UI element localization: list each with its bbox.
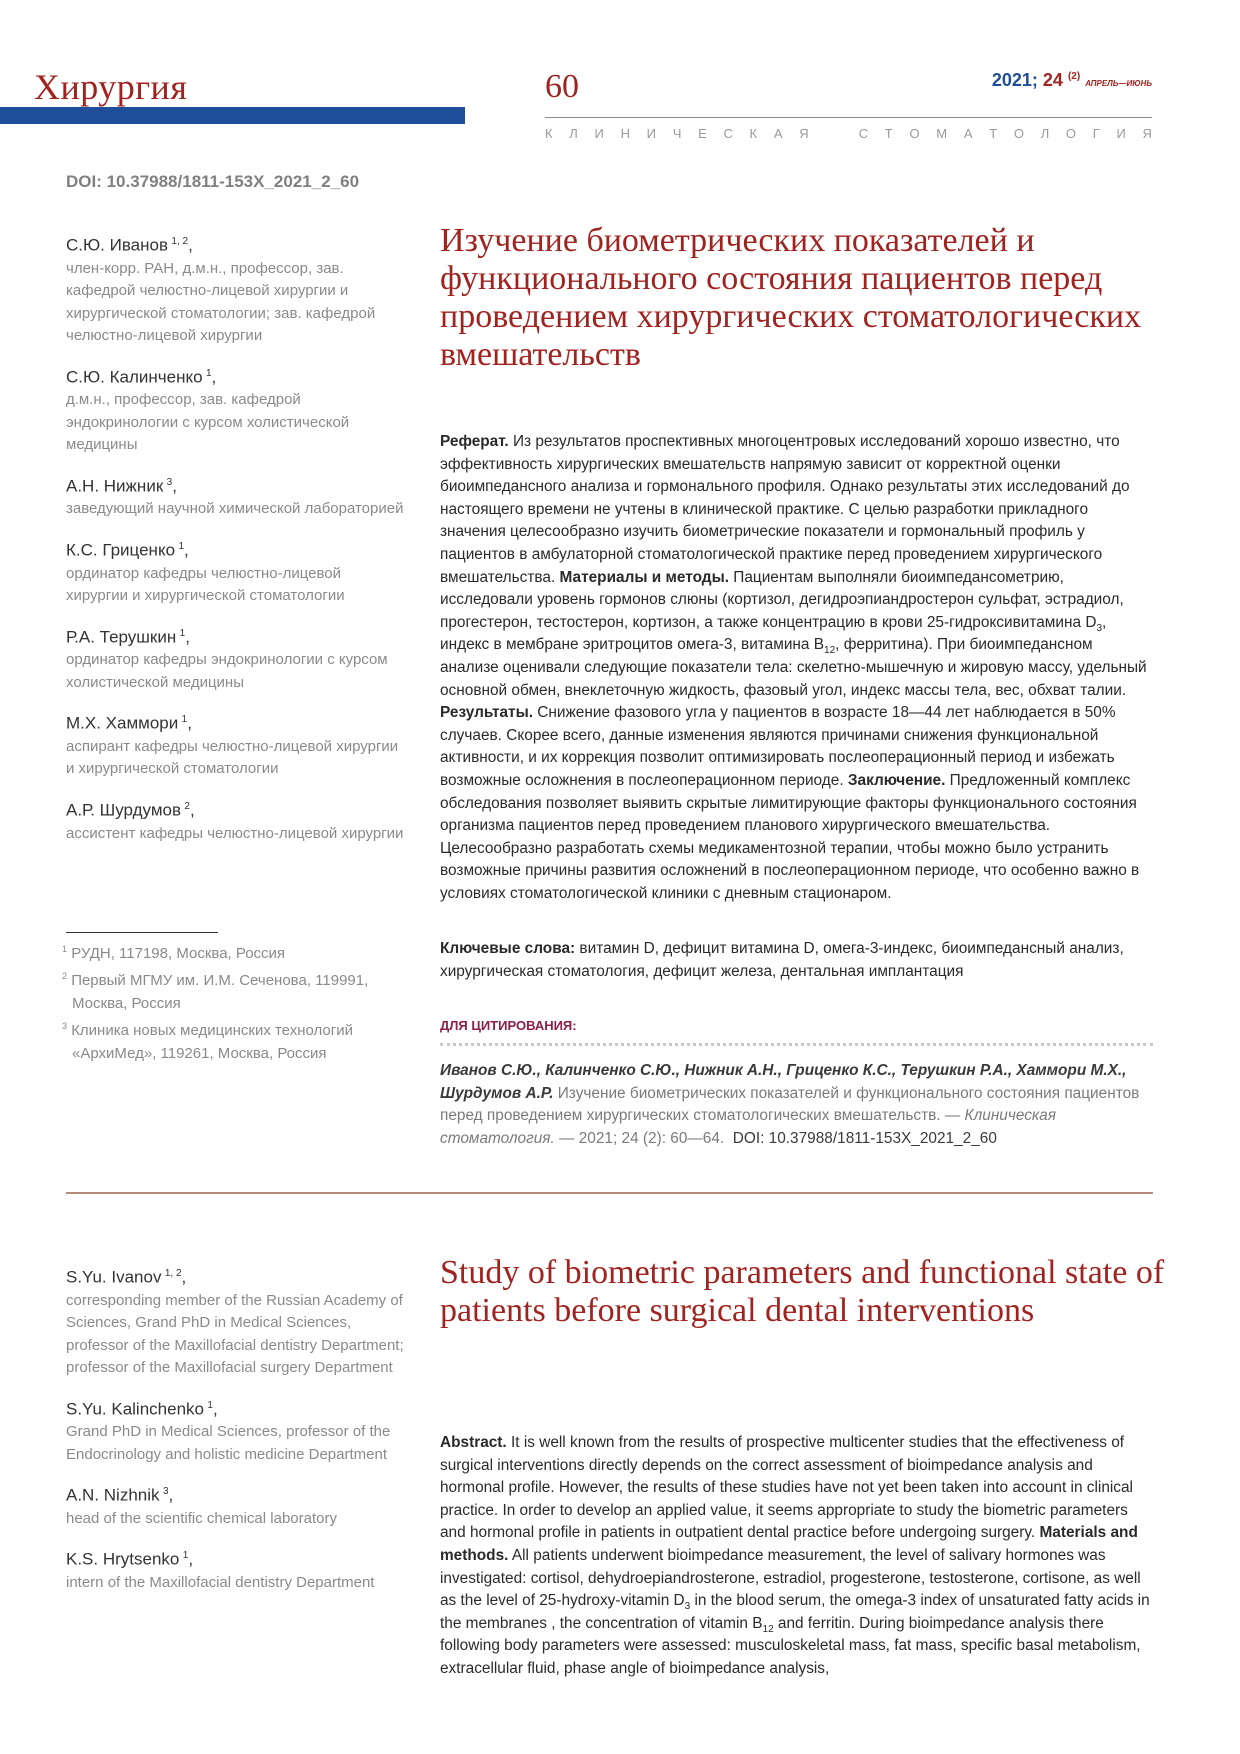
author-name: К.С. Гриценко $^1$, [66,540,189,560]
author-description: head of the scientific chemical laboratory [66,1509,337,1527]
author-name: K.S. Hrytsenko $^1$, [66,1550,194,1570]
journal-name [545,126,1152,141]
journal-letter: О [1065,126,1077,141]
author-entry [66,622,406,695]
issue-volume: 24 [1042,70,1063,90]
issue-months: АПРЕЛЬ—ИЮНЬ [1085,79,1152,88]
author-name: С.Ю. Калинченко $^1$, [66,367,217,387]
author-name: A.N. Nizhnik $^3$, [66,1485,174,1505]
author-name: С.Ю. Иванов $^{1, 2}$, [66,235,193,255]
journal-letter: Я [1142,126,1152,141]
author-description: Grand PhD in Medical Sciences, professor of the Endocrinology and holistic medicine Department [66,1423,391,1463]
affiliation-mark: 3 [62,1021,68,1031]
abstract-en-text: It is well known from the results of prospective multicenter studies that the effectiveness of surgical interventions directly depends on the correct assessment of bioimpedance analysis and hormonal profile. However, the results of these studies have not yet been taken into account in clinical practice. In order to develop an applied value, it seems appropriate to study the biometric parameters and hormonal profile in patients in outpatient dental practice before undergoing surgery. [440,1434,1133,1542]
author-entry [66,1544,406,1594]
abstract-ru-text: Из результатов проспективных многоцентровых исследований хорошо известно, что эффективность хирургических вмешательств напрямую зависит от корректной оценки биоимпедансного анализа и гормонального профиля. Однако результаты этих исследований до настоящего времени не учтены в клинической практике. С целью разработки прикладного значения целесообразно изучить биометрические показатели и гормональный профиль у пациентов в амбулаторной стоматологической практике перед проведением хирургического вмешательства. [440,433,1130,586]
abstract-ru-label: Реферат. [440,433,509,450]
journal-letter: К [545,126,553,141]
citation-label: ДЛЯ ЦИТИРОВАНИЯ: [440,1018,577,1033]
page-number: 60 [545,68,579,105]
abstract-en-text: and ferritin. During bioimpedance analysis there following body parameters were assessed: musculoskeletal mass, fat mass, specific basal metabolism, extracellular fluid, phase angle of bioimpedance analysis, [440,1614,1141,1677]
author-entry [66,535,406,608]
citation-journal: Клиническая стоматология. [440,1107,1056,1147]
abstract-ru-text: , индекс в мембране эритроцитов омега-3, витамина B [440,613,1107,654]
author-name-text: К.С. Гриценко [66,540,176,560]
results-label: Результаты. [440,704,534,722]
author-name-text: А.Р. Шурдумов [66,800,181,820]
journal-letter: Ч [672,126,682,141]
author-entry [66,471,406,521]
author-name-text: М.Х. Хаммори [66,713,179,733]
citation-authors: Иванов С.Ю., Калинченко С.Ю., Нижник А.Н., Гриценко К.С., Терушкин Р.А., Хаммори М.Х., Шурдумов А.Р. [440,1062,1127,1102]
author-name-text: S.Yu. Kalinchenko [66,1399,204,1419]
issue-year: 2021; [991,70,1038,90]
author-affiliation-mark: 3 [162,1486,169,1498]
methods-label: Материалы и методы. [559,568,729,586]
author-affiliation-mark: 1 [182,1550,189,1562]
author-name: М.Х. Хаммори $^1$, [66,713,192,733]
author-affiliation-mark: 1 [181,714,188,726]
journal-letter: Т [884,126,893,141]
journal-letter: Н [620,126,630,141]
journal-letter: А [963,126,973,141]
author-affiliation-mark: 1 [178,540,184,552]
author-affiliation-mark: 3 [166,476,173,488]
author-description: аспирант кафедры челюстно-лицевой хирургии и хирургической стоматологии [66,737,399,778]
methods-label: Materials and methods. [440,1524,1138,1564]
author-name-text: С.Ю. Калинченко [66,367,203,387]
journal-letter: И [1116,126,1126,141]
subscript: 12 [762,1623,774,1635]
title-en: Study of biometric parameters and functional state of patients before surgical dental interventions [440,1254,1165,1329]
abstract-ru-text: , ферритина). При биоимпедансном анализе оценивали следующие показатели тела: скелетно-мышечную и жировую массу, удельный основной обмен, внеклеточную жидкость, фазовый угол, индекс массы тела, вес, обхват талии. [440,636,1147,699]
author-name: S.Yu. Ivanov $^{1, 2}$, [66,1267,187,1287]
affiliations-rule [66,932,218,933]
journal-letter: К [749,126,758,141]
affiliations [60,938,405,1065]
journal-letter: Я [799,126,809,141]
issue-info [992,70,1152,91]
abstract-ru [440,431,1153,905]
affiliation [60,938,405,965]
author-entry [66,230,406,348]
subscript: 3 [1096,622,1102,634]
author-name-text: K.S. Hrytsenko [66,1550,180,1570]
author-name-text: С.Ю. Иванов [66,235,169,255]
author-entry [66,362,406,457]
journal-letter: С [858,126,869,141]
journal-letter: И [646,126,656,141]
journal-letter: О [909,126,920,141]
author-name: Р.А. Терушкин $^1$, [66,627,190,647]
abstract-en-text: All patients underwent bioimpedance measurement, the level of salivary hormones was investigated: cortisol, dehydroepiandrosterone, estradiol, progesterone, testosterone, cortisone, as well as the level of 25-hydroxy-vitamin D [440,1546,1141,1610]
affiliation-text: Первый МГМУ им. И.М. Сеченова, 119991, Москва, Россия [71,972,369,1012]
author-affiliation-mark: 1 [205,367,212,379]
journal-letter: Л [1040,126,1050,141]
author-name-text: Р.А. Терушкин [66,627,177,647]
author-name-text: S.Yu. Ivanov [66,1267,162,1287]
author-name-text: А.Н. Нижник [66,476,164,496]
section-title: Хирургия [34,67,188,107]
author-description: заведующий научной химической лабораторией [66,500,404,518]
abstract-ru-text: Снижение фазового угла у пациентов в возрасте 18—44 лет наблюдается в 50% случаев. Скорее всего, данные изменения являются причинами снижения функциональной активности, и их коррекция позволит оптимизировать послеоперационный период и избежать возможные осложнения в послеоперационном периоде. [440,704,1116,789]
journal-letter: Л [569,126,578,141]
author-description: ординатор кафедры эндокринологии с курсом холистической медицины [66,651,388,691]
affiliation-text: РУДН, 117198, Москва, Россия [71,945,286,962]
author-description: ординатор кафедры челюстно-лицевой хирургии и хирургической стоматологии [66,564,345,605]
doi: DOI: 10.37988/1811-153X_2021_2_60 [66,172,360,191]
author-affiliation-mark: 2 [184,800,190,812]
section-divider [66,1192,1153,1194]
subscript: 3 [684,1601,691,1613]
author-affiliation-mark: 1, 2 [164,1268,182,1279]
author-description: член-корр. РАН, д.м.н., профессор, зав. кафедрой челюстно-лицевой хирургии и хирургической стоматологии; зав. кафедрой челюстно-лицевой хирургии [66,259,376,345]
author-affiliation-mark: 1 [179,627,186,639]
affiliation-mark: 1 [62,944,68,954]
author-description: д.м.н., профессор, зав. кафедрой эндокринологии с курсом холистической медицины [66,391,350,454]
author-entry [66,1394,406,1467]
authors-ru [66,230,406,859]
author-entry [66,708,406,781]
title-ru: Изучение биометрических показателей и функционального состояния пациентов перед проведением хирургических стоматологических вмешательств [440,222,1142,373]
author-entry [66,1262,406,1380]
journal-rule [545,117,1152,118]
author-entry [66,795,406,845]
author-description: corresponding member of the Russian Academy of Sciences, Grand PhD in Medical Sciences, professor of the Maxillofacial dentistry Department; professor of the Maxillofacial surgery Department [66,1291,404,1377]
journal-letter: С [723,126,733,141]
author-description: ассистент кафедры челюстно-лицевой хирургии [66,824,404,842]
author-name: S.Yu. Kalinchenko $^1$, [66,1399,218,1419]
abstract-en [440,1432,1153,1681]
authors-en [66,1262,406,1609]
journal-letter: А [773,126,783,141]
author-name: А.Н. Нижник $^3$, [66,476,177,496]
citation-details: — 2021; 24 (2): 60—64. [554,1129,725,1147]
affiliation-mark: 2 [62,971,68,981]
citation-title: Изучение биометрических показателей и функционального состояния пациентов перед проведением хирургических стоматологических вмешательств. — [440,1084,1140,1125]
keywords [440,938,1153,983]
author-name: А.Р. Шурдумов $^2$, [66,800,195,820]
citation-divider [440,1043,1153,1046]
citation-doi: DOI: 10.37988/1811-153X_2021_2_60 [732,1129,997,1147]
author-name-text: A.N. Nizhnik [66,1485,160,1505]
journal-letter: Т [989,126,998,141]
author-entry [66,1480,406,1530]
section-color-bar [0,107,465,124]
journal-letter: Г [1092,126,1100,141]
journal-letter: О [1013,126,1024,141]
abstract-ru-text: Предложенный комплекс обследования позволяет выявить скрытые лимитирующие факторы функционального состояния организма пациентов перед проведением планового хирургического вмешательства. Целесообразно разработать схемы медикаментозной терапии, чтобы можно было устранить возможные причины развития осложнений в послеоперационном периоде, что особенно важно в условиях стоматологической клиники с дневным стационаром. [440,771,1140,902]
journal-letter: И [594,126,604,141]
author-affiliation-mark: 1, 2 [171,236,189,247]
issue-number: (2) [1067,71,1081,82]
affiliation [60,1015,405,1065]
abstract-en-label: Abstract. [440,1434,507,1451]
keywords-label: Ключевые слова: [440,940,576,957]
journal-letter: Е [698,126,707,141]
abstract-ru-text: Пациентам выполняли биоимпедансометрию, исследовали уровень гормонов слюны (кортизол, дегидроэпиандростерон сульфат, эстрадиол, прогестерон, тестостерон, кортизон, а также концентрацию в крови 25-гидроксивитамина D [440,568,1124,631]
keywords-text: витамин D, дефицит витамина D, омега-3-индекс, биоимпедансный анализ, хирургическая стоматология, дефицит железа, дентальная имплантация [440,940,1124,980]
author-description: intern of the Maxillofacial dentistry Department [66,1574,375,1592]
author-affiliation-mark: 1 [207,1399,213,1411]
conclusion-label: Заключение. [847,771,946,789]
journal-letter: М [936,126,948,141]
affiliation [60,965,405,1015]
subscript: 12 [824,645,836,657]
citation [440,1060,1153,1150]
abstract-en-text: in the blood serum, the omega-3 index of unsaturated fatty acids in the membranes , the concentration of vitamin B [440,1592,1150,1632]
affiliation-text: Клиника новых медицинских технологий «АрхиМед», 119261, Москва, Россия [71,1022,353,1062]
